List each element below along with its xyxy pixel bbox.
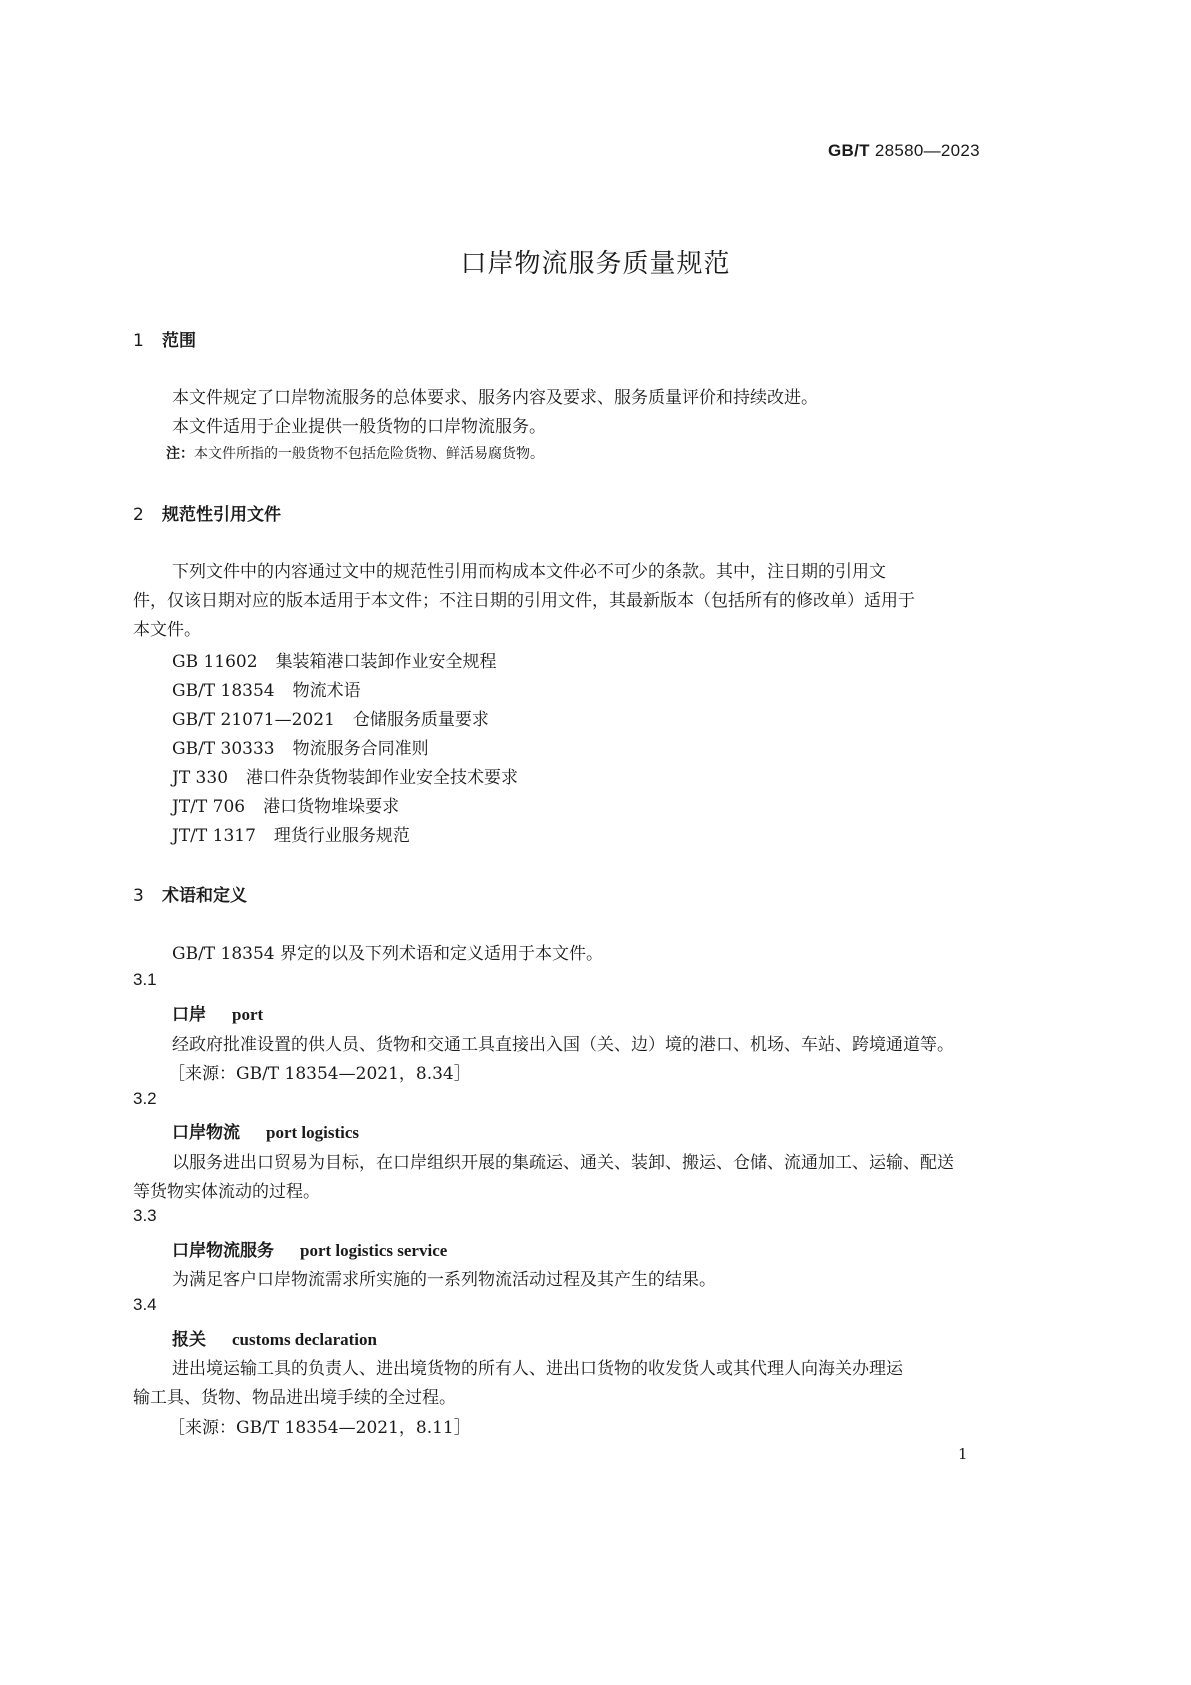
- standard-code: 28580—2023: [874, 141, 980, 160]
- standard-prefix: GB/T: [828, 141, 870, 160]
- term-en: port logistics: [266, 1123, 360, 1142]
- term-zh: 报关: [172, 1330, 206, 1350]
- term-number: 3.2: [133, 1089, 157, 1108]
- reference-title: 港口货物堆垛要求: [263, 797, 400, 817]
- section-number: 1: [133, 331, 144, 351]
- page-number: 1: [958, 1445, 968, 1463]
- section-title: 范围: [162, 331, 196, 351]
- section-number: 3: [133, 886, 144, 906]
- term-en: port: [232, 1005, 264, 1024]
- term-definition: 以服务进出口贸易为目标，在口岸组织开展的集疏运、通关、装卸、搬运、仓储、流通加工、运输、配送: [172, 1153, 954, 1173]
- section-2-intro-line: 件，仅该日期对应的版本适用于本文件；不注日期的引用文件，其最新版本（包括所有的修改单）适用于: [133, 591, 915, 611]
- reference-item: [172, 647, 497, 672]
- term-definition: 进出境运输工具的负责人、进出境货物的所有人、进出口货物的收发货人或其代理人向海关办理运: [172, 1359, 903, 1379]
- term-definition: 经政府批准设置的供人员、货物和交通工具直接出入国（关、边）境的港口、机场、车站、跨境通道等。: [172, 1035, 954, 1055]
- term-entry: [172, 1325, 377, 1350]
- section-1-paragraph: 本文件适用于企业提供一般货物的口岸物流服务。: [172, 417, 546, 437]
- reference-item: [172, 792, 399, 817]
- term-number: 3.4: [133, 1295, 157, 1314]
- term-source: ［来源：GB/T 18354—2021，8.34］: [168, 1064, 471, 1084]
- reference-code: JT 330: [172, 768, 229, 788]
- reference-code: GB/T 21071—2021: [172, 710, 335, 730]
- reference-item: [172, 676, 361, 701]
- term-number: 3.3: [133, 1206, 157, 1225]
- reference-item: [172, 821, 410, 846]
- term-en: customs declaration: [232, 1330, 377, 1349]
- term-zh: 口岸物流服务: [172, 1241, 274, 1261]
- reference-title: 仓储服务质量要求: [352, 710, 489, 730]
- section-2-heading: [133, 500, 281, 525]
- reference-code: GB/T 30333: [172, 739, 275, 759]
- term-definition: 为满足客户口岸物流需求所实施的一系列物流活动过程及其产生的结果。: [172, 1270, 716, 1290]
- reference-code: JT/T 1317: [172, 826, 256, 846]
- reference-title: 理货行业服务规范: [273, 826, 410, 846]
- reference-title: 集装箱港口装卸作业安全规程: [275, 652, 497, 672]
- term-zh: 口岸物流: [172, 1123, 240, 1143]
- section-number: 2: [133, 505, 144, 525]
- section-2-intro-line: 下列文件中的内容通过文中的规范性引用而构成本文件必不可少的条款。其中，注日期的引用文: [172, 562, 886, 582]
- section-title: 术语和定义: [162, 886, 247, 906]
- term-definition: 等货物实体流动的过程。: [133, 1182, 320, 1202]
- term-en: port logistics service: [300, 1241, 448, 1260]
- section-1-paragraph: 本文件规定了口岸物流服务的总体要求、服务内容及要求、服务质量评价和持续改进。: [172, 388, 818, 408]
- reference-code: GB/T 18354: [172, 681, 275, 701]
- term-entry: [172, 1118, 359, 1143]
- section-2-intro-line: 本文件。: [133, 620, 201, 640]
- reference-item: [172, 763, 518, 788]
- reference-code: JT/T 706: [172, 797, 246, 817]
- section-3-intro: GB/T 18354 界定的以及下列术语和定义适用于本文件。: [172, 944, 604, 964]
- note: [166, 443, 544, 463]
- section-3-heading: [133, 881, 247, 906]
- term-source: ［来源：GB/T 18354—2021，8.11］: [168, 1418, 471, 1438]
- term-number: 3.1: [133, 970, 157, 989]
- note-text: 本文件所指的一般货物不包括危险货物、鲜活易腐货物。: [194, 446, 544, 462]
- reference-code: GB 11602: [172, 652, 258, 672]
- term-definition: 输工具、货物、物品进出境手续的全过程。: [133, 1388, 456, 1408]
- reference-title: 物流术语: [292, 681, 361, 701]
- reference-item: [172, 734, 429, 759]
- reference-item: [172, 705, 489, 730]
- standard-number: [828, 141, 980, 161]
- section-1-heading: [133, 326, 196, 351]
- document-title: 口岸物流服务质量规范: [460, 249, 731, 279]
- term-zh: 口岸: [172, 1005, 206, 1025]
- note-label: 注：: [166, 446, 194, 462]
- reference-title: 港口件杂货物装卸作业安全技术要求: [246, 768, 519, 788]
- term-entry: [172, 1236, 447, 1261]
- term-entry: [172, 1000, 263, 1025]
- section-title: 规范性引用文件: [162, 505, 281, 525]
- reference-title: 物流服务合同准则: [292, 739, 429, 759]
